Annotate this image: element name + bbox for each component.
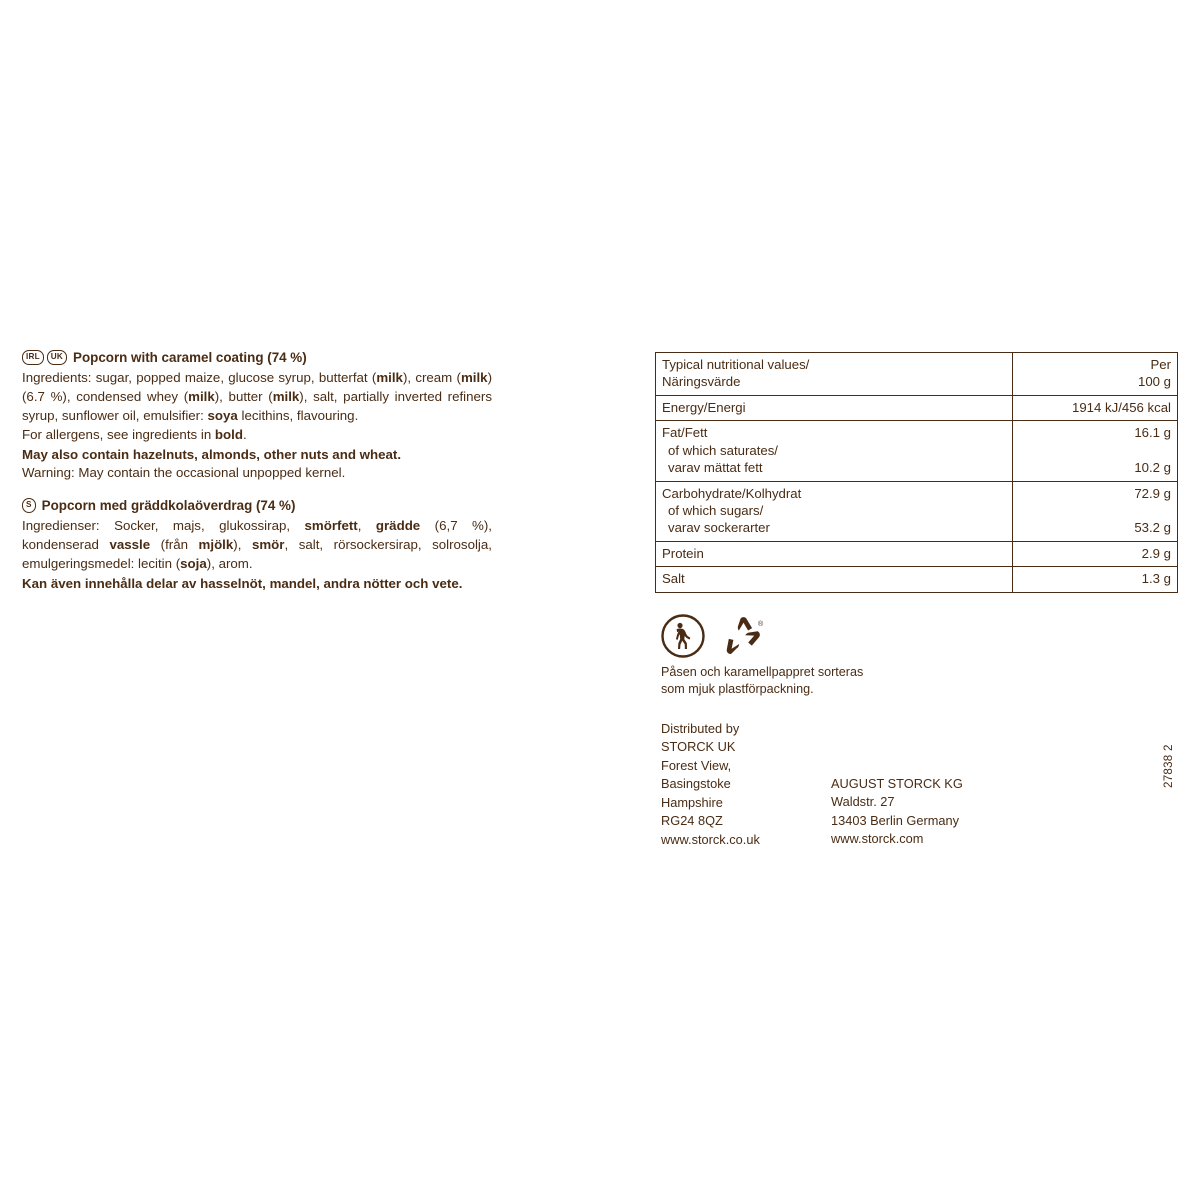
- de-address-line1: Waldstr. 27: [831, 794, 895, 810]
- ing-en-p5: ), salt, partially inverted refiners syrup, sunflower oil, emulsifier:: [22, 388, 493, 423]
- distributed-by-label: Distributed by: [661, 720, 740, 736]
- country-tag-s: S: [22, 498, 36, 513]
- table-row: [656, 567, 1178, 592]
- nutrition-label-energy: Energy/Energi: [656, 395, 1013, 420]
- uk-company-name: STORCK UK: [661, 739, 736, 755]
- country-tags-english: [22, 348, 67, 365]
- de-address-block: [831, 720, 963, 849]
- ing-en-p6: lecithins, flavouring.: [237, 407, 359, 423]
- ingredients-english: [22, 369, 492, 426]
- uk-address-line4: RG24 8QZ: [661, 813, 723, 829]
- nutrition-header-per: Per: [1150, 357, 1171, 372]
- nutrition-label-fat-main: Fat/Fett: [662, 425, 708, 441]
- country-tag-uk: UK: [47, 350, 67, 365]
- swedish-title-row: [22, 496, 492, 515]
- nutrition-header-label-en: Typical nutritional values/: [662, 357, 810, 372]
- country-tag-irl: IRL: [22, 350, 44, 365]
- nutrition-value-fat-cell: [1013, 421, 1178, 481]
- nutrition-value-fat: 16.1 g: [1134, 425, 1171, 441]
- nutrition-header-100g: 100 g: [1137, 374, 1171, 390]
- ing-sv-p7: ), arom.: [206, 556, 253, 572]
- allergen-post: .: [242, 426, 247, 442]
- kernel-warning-english: Warning: May contain the occasional unpopped kernel.: [22, 465, 346, 481]
- ing-sv-b6: soja: [180, 556, 207, 572]
- de-website[interactable]: www.storck.com: [831, 831, 924, 847]
- nutrition-label-fat: [656, 421, 1013, 481]
- table-row: [656, 395, 1178, 420]
- nutrition-label-protein: Protein: [656, 541, 1013, 566]
- uk-address-line2: Basingstoke: [661, 776, 731, 792]
- allergen-pre: For allergens, see ingredients in: [22, 426, 215, 442]
- ing-sv-p3: (6,7 %), kondenserad: [22, 518, 492, 553]
- nutrition-header-label-sv: Näringsvärde: [662, 374, 741, 390]
- nutrition-label-saturates-sv: varav mättat fett: [668, 460, 763, 476]
- may-contain-swedish: Kan även innehålla delar av hasselnöt, mandel, andra nötter och vete.: [22, 575, 463, 591]
- may-contain-english: May also contain hazelnuts, almonds, other nuts and wheat.: [22, 446, 402, 462]
- nutrition-label-carb-main: Carbohydrate/Kolhydrat: [662, 485, 802, 501]
- distributor-addresses: [661, 720, 1180, 850]
- table-header-row: [656, 353, 1178, 396]
- nutrition-value-carb-cell: [1013, 481, 1178, 541]
- allergen-bold: bold: [214, 426, 243, 442]
- product-title-swedish: Popcorn med gräddkolaöverdrag (74 %): [41, 498, 296, 514]
- english-title-row: [22, 348, 492, 367]
- nutrition-table: [655, 352, 1178, 593]
- ing-en-p3: ) (6.7 %), condensed whey (: [22, 370, 492, 404]
- de-company-name: AUGUST STORCK KG: [831, 775, 963, 791]
- svg-text:®: ®: [758, 620, 764, 628]
- ing-sv-p2: ,: [357, 518, 376, 534]
- ing-en-b4: milk: [272, 388, 300, 404]
- table-row: [656, 481, 1178, 541]
- nutrition-header-value: [1013, 353, 1178, 396]
- recycling-icons: [661, 614, 1180, 660]
- green-dot-recycle-icon: [719, 614, 767, 663]
- nutrition-value-energy: 1914 kJ/456 kcal: [1013, 395, 1178, 420]
- print-code: 27838 2: [1163, 744, 1175, 788]
- ing-en-b1: milk: [376, 370, 403, 386]
- ing-sv-b4: mjölk: [198, 537, 234, 553]
- nutrition-label-carbohydrate: [656, 481, 1013, 541]
- ing-sv-b5: smör: [251, 537, 285, 553]
- nutrition-label-sugars-sv: varav sockerarter: [668, 520, 770, 536]
- ing-sv-p1: Ingredienser: Socker, majs, glukossirap,: [22, 518, 305, 534]
- nutrition-header-label: [656, 353, 1013, 396]
- ing-sv-p5: ),: [233, 537, 252, 553]
- recycling-note-line2: som mjuk plastförpackning.: [661, 681, 814, 696]
- ing-sv-b1: smörfett: [304, 518, 358, 534]
- ingredients-panel: [22, 348, 492, 594]
- country-tags-swedish: [22, 496, 36, 513]
- ing-en-p1: sugar, popped maize, glucose syrup, butterfat (: [91, 370, 377, 386]
- nutrition-label-saturates-en: of which saturates/: [668, 442, 778, 458]
- recycling-note-line1: Påsen och karamellpappret sorteras: [661, 664, 864, 679]
- uk-address-line3: Hampshire: [661, 794, 723, 810]
- ing-en-p4: ), butter (: [214, 388, 273, 404]
- table-row: [656, 421, 1178, 481]
- table-row: [656, 541, 1178, 566]
- nutrition-panel: [655, 352, 1180, 849]
- ing-en-b5: soya: [207, 407, 238, 423]
- allergen-note-english: [22, 426, 492, 445]
- ing-sv-p4: (från: [150, 537, 199, 553]
- ing-en-p2: ), cream (: [402, 370, 461, 386]
- uk-address-line1: Forest View,: [661, 757, 732, 773]
- ingredients-swedish: [22, 517, 492, 574]
- ing-sv-b2: grädde: [375, 518, 421, 534]
- nutrition-value-salt: 1.3 g: [1013, 567, 1178, 592]
- de-address-line2: 13403 Berlin Germany: [831, 812, 960, 828]
- nutrition-value-carb: 72.9 g: [1134, 485, 1171, 501]
- ing-sv-p6: , salt, rörsockersirap, solrosolja, emulgeringsmedel: lecitin (: [22, 537, 492, 572]
- product-title-english: Popcorn with caramel coating (74 %): [73, 350, 307, 365]
- ing-en-b3: milk: [188, 388, 215, 404]
- nutrition-value-protein: 2.9 g: [1013, 541, 1178, 566]
- nutrition-label-salt: Salt: [656, 567, 1013, 592]
- tidyman-icon: [661, 614, 705, 663]
- nutrition-value-saturates: 10.2 g: [1134, 460, 1171, 476]
- ingredients-label-en: Ingredients:: [22, 370, 92, 386]
- ing-en-b2: milk: [460, 370, 488, 386]
- ing-sv-b3: vassle: [109, 537, 151, 553]
- uk-address-block: [661, 720, 831, 850]
- nutrition-value-sugars: 53.2 g: [1134, 520, 1171, 536]
- nutrition-label-sugars-en: of which sugars/: [668, 502, 764, 518]
- recycling-note: [661, 664, 1180, 698]
- uk-website[interactable]: www.storck.co.uk: [661, 831, 760, 847]
